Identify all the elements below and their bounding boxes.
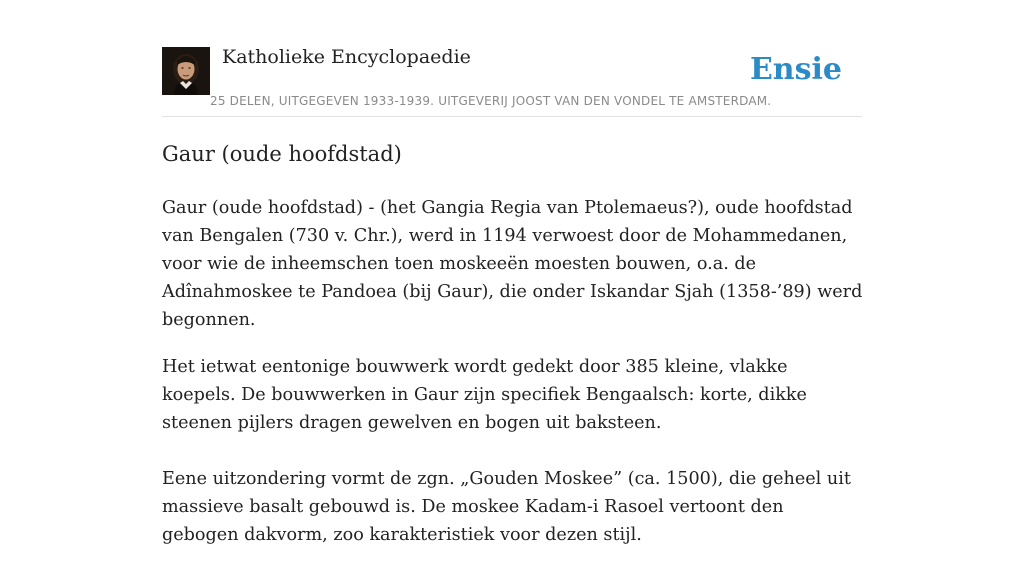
source-subtitle: 25 DELEN, UITGEGEVEN 1933-1939. UITGEVERIJ JOOST VAN DEN VONDEL TE AMSTERDAM. [210,94,772,108]
avatar-portrait-graphic [162,47,210,95]
ensie-logo[interactable]: Ensie [749,52,842,87]
article-paragraph: Gaur (oude hoofdstad) - (het Gangia Regia van Ptolemaeus?), oude hoofdstad van Bengalen (730 v. Chr.), werd in 1194 verwoest door de Mohammedanen, voor wie de inheemschen toen moskeeën moesten bouwen, o.a. de Adînahmoskee te Pandoea (bij Gaur), die onder Iskandar Sjah (1358-’89) werd begonnen. [162,198,863,330]
article-title: Gaur (oude hoofdstad) [162,142,402,166]
article-paragraph: Het ietwat eentonige bouwwerk wordt gedekt door 385 kleine, vlakke koepels. De bouwwerken in Gaur zijn specifiek Bengaalsch: korte, dikke steenen pijlers dragen gewelven en bogen uit baksteen. [162,357,807,433]
source-header [162,46,862,117]
source-title[interactable]: Katholieke Encyclopaedie [222,46,471,68]
portrait-avatar-icon[interactable] [162,47,210,95]
article-paragraph: Eene uitzondering vormt de zgn. „Gouden Moskee” (ca. 1500), die geheel uit massieve basalt gebouwd is. De moskee Kadam-i Rasoel vertoont den gebogen dakvorm, zoo karakteristiek voor dezen stijl. [162,469,851,545]
article [162,136,864,568]
